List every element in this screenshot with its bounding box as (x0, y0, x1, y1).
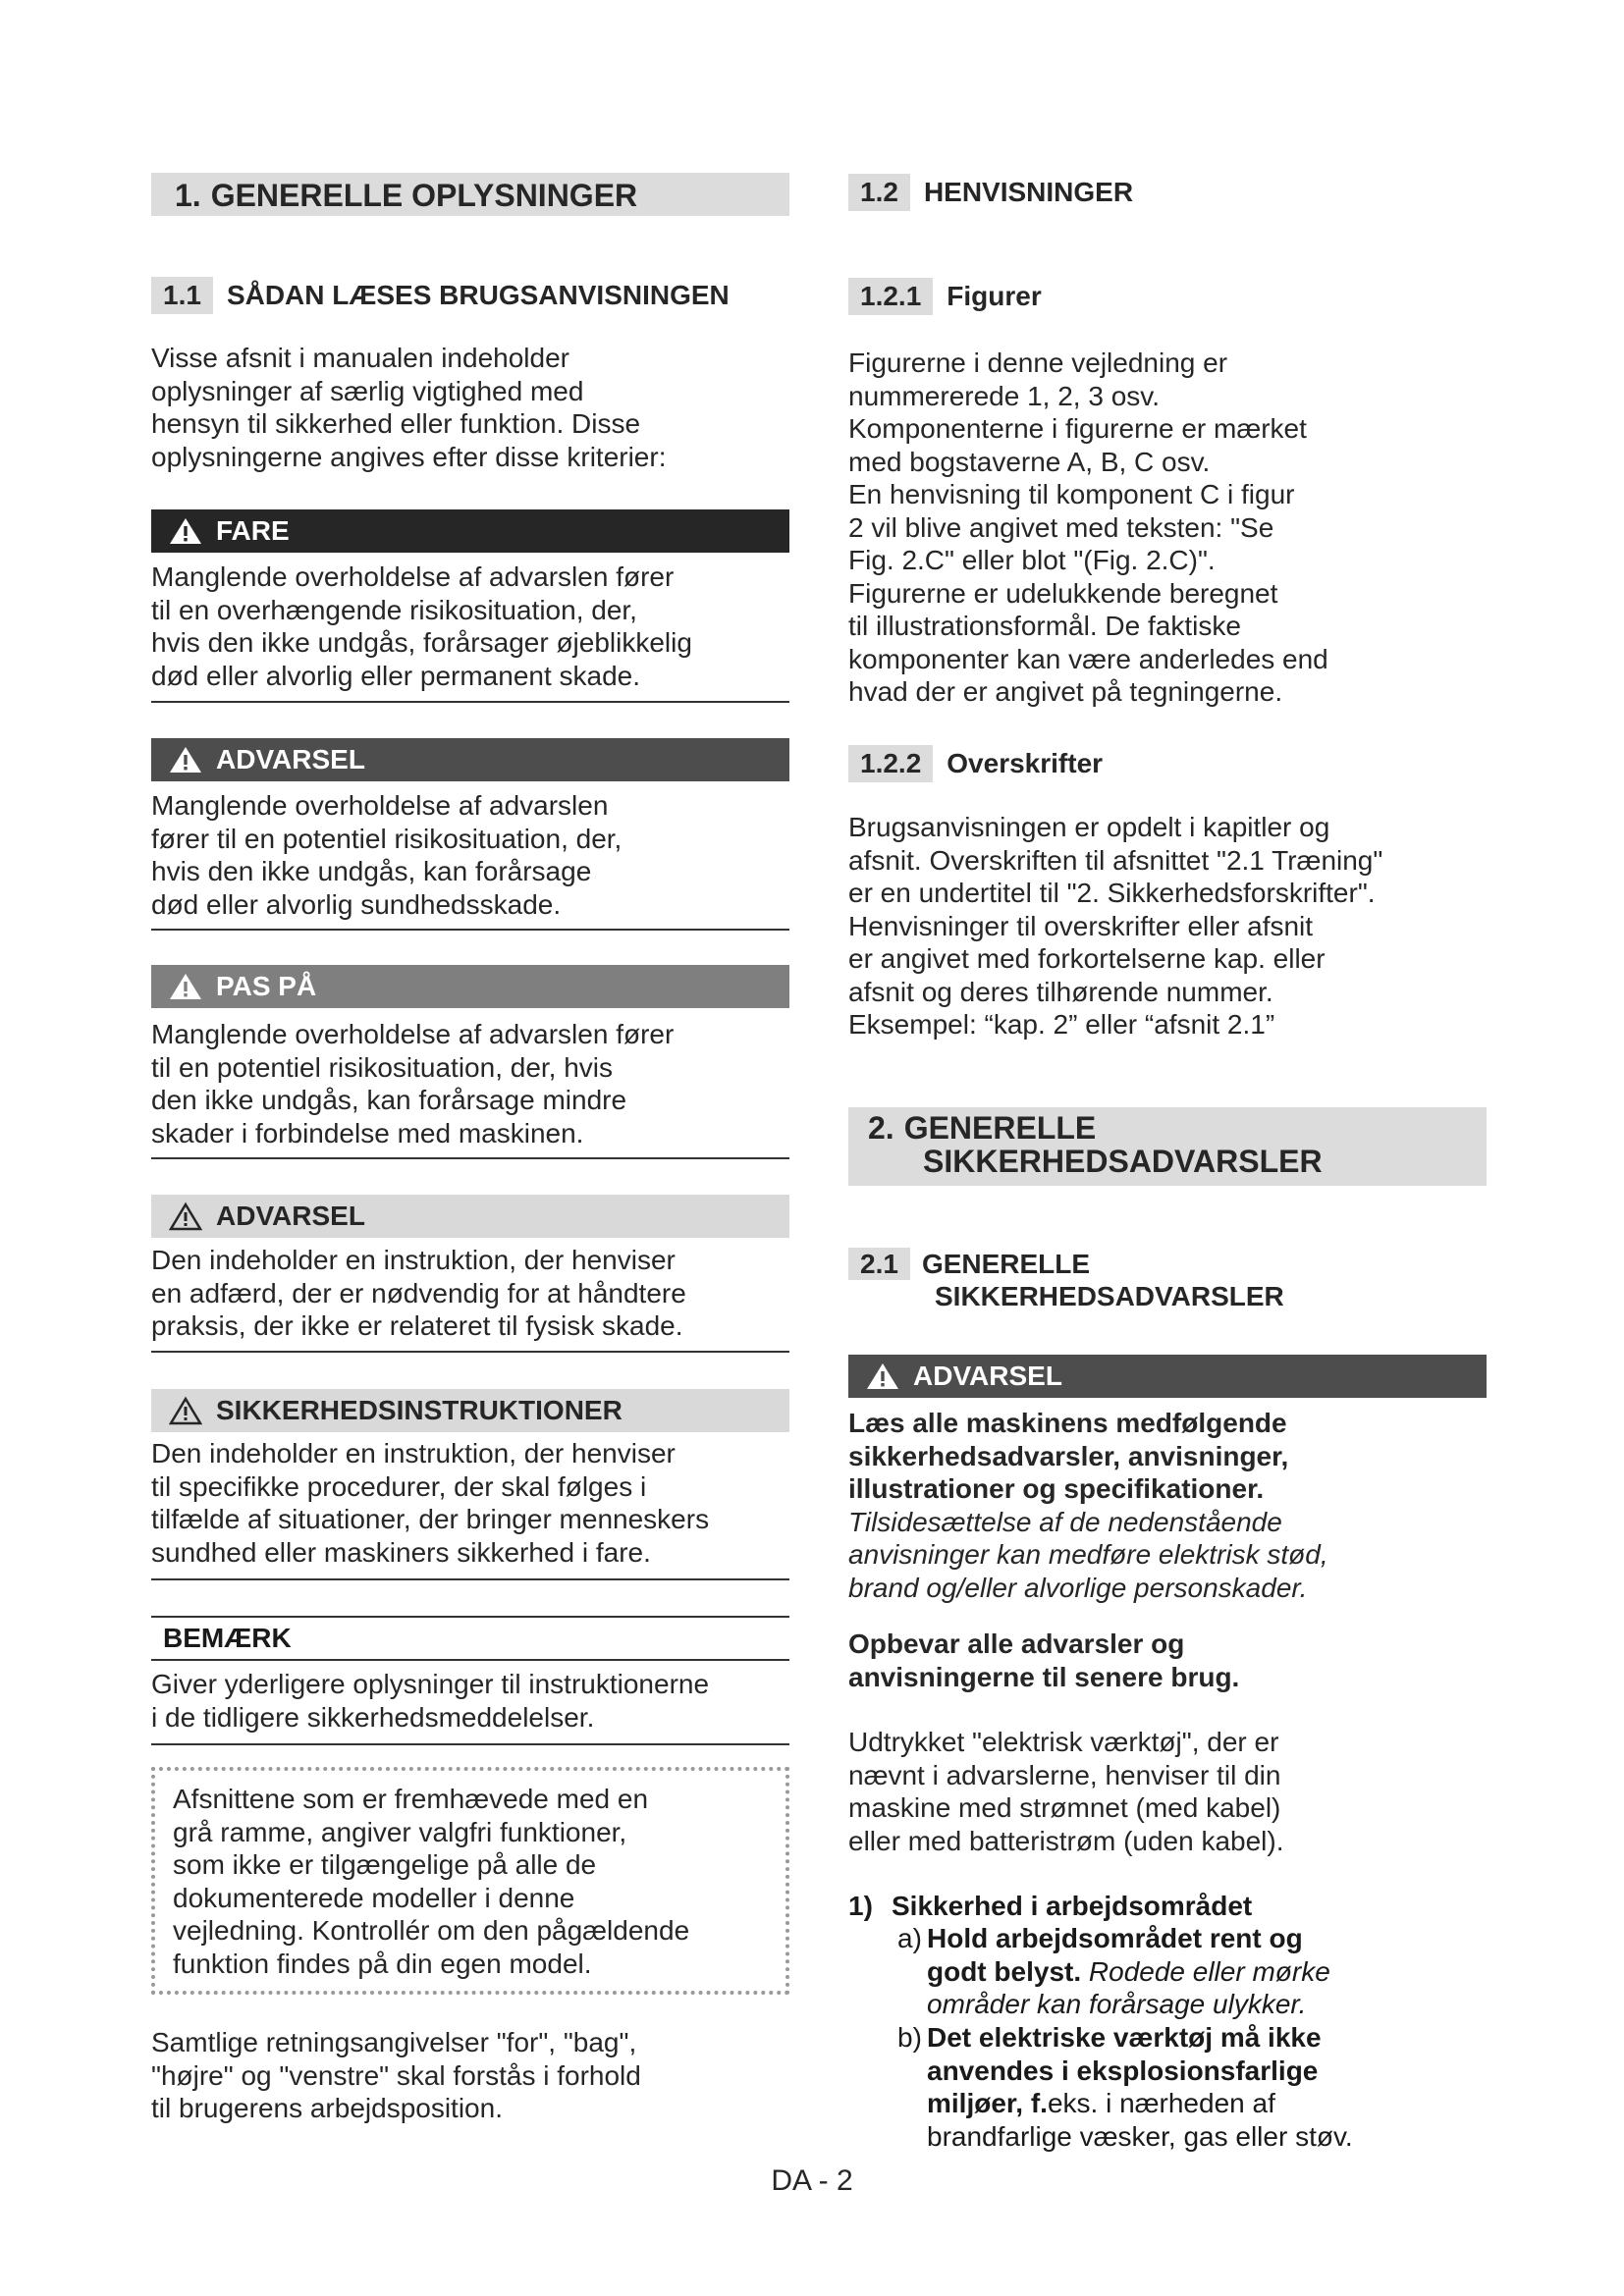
warning-triangle-icon (169, 516, 202, 546)
list-marker: 1) (848, 1891, 873, 1921)
warning-triangle-outline-icon (169, 1396, 202, 1425)
advarsel-text: Læs alle maskinens medfølgende sikkerhedsadvarsler, anvisninger, illustrationer og specifikationer. Tilsidesættelse af de nedenstående anvisninger kan medføre elektrisk stød, brand og/eller alvorlige personskader. (848, 1408, 1328, 1603)
divider (151, 701, 789, 703)
section-1-2-2-heading (848, 745, 1487, 782)
pas-pa-banner (151, 965, 789, 1008)
section-title-line1: GENERELLE (903, 1110, 1097, 1146)
list-marker: b) (897, 2022, 922, 2053)
opbevar-paragraph: Opbevar alle advarsler og anvisningerne til senere brug. (848, 1629, 1240, 1692)
banner-label: ADVARSEL (216, 744, 365, 774)
udtrykket-paragraph: Udtrykket "elektrisk værktøj", der er nævnt i advarslerne, henviser til din maskine med strømnet (med kabel) eller med batteristrøm (uden kabel). (848, 1727, 1284, 1856)
overskrifter-paragraph: Brugsanvisningen er opdelt i kapitler og afsnit. Overskriften til afsnittet "2.1 Træning" er en undertitel til "2. Sikkerhedsforskrifter". Henvisninger til overskrifter eller afsnit er angivet med forkortelserne kap. eller afsnit og deres tilhørende nummer. Eksempel: “kap. 2” eller “afsnit 2.1” (848, 812, 1383, 1040)
pas-pa-text: Manglende overholdelse af advarslen fører til en potentiel risikosituation, der, hvis den ikke undgås, kan forårsage mindre skader i forbindelse med maskinen. (151, 1019, 675, 1148)
section-number: 2.1 (848, 1248, 910, 1280)
list-item-1 (848, 1890, 1487, 1923)
section-number: 1.2.1 (848, 278, 933, 315)
section-title-line2: SIKKERHEDSADVARSLER (923, 1144, 1323, 1179)
list-title: Sikkerhed i arbejdsområdet (892, 1891, 1253, 1921)
section-1-2-1-heading (848, 278, 1487, 315)
sikkerhedsinstruktioner-text: Den indeholder en instruktion, der henviser til specifikke procedurer, der skal følges i tilfælde af situationer, der bringer menneskers sundhed eller maskiners sikkerhed i fare. (151, 1438, 710, 1568)
optional-features-box: Afsnittene som er fremhævede med en grå ramme, angiver valgfri funktioner, som ikke er tilgængelige på alle de dokumenterede modeller i denne vejledning. Kontrollér om den pågældende funktion findes på din egen model. (151, 1767, 789, 1995)
section-1-1-heading (151, 277, 789, 314)
list-item-a: a) Hold arbejdsområdet rent og godt belyst. Rodede eller mørke områder kan forårsage ulykker. (897, 1923, 1330, 2019)
banner-label: ADVARSEL (216, 1201, 365, 1231)
section-2-heading (848, 1107, 1487, 1186)
intro-paragraph: Visse afsnit i manualen indeholder oplysninger af særlig vigtighed med hensyn til sikkerhed eller funktion. Disse oplysningerne angives efter disse kriterier: (151, 343, 667, 472)
section-number: 1.2.2 (848, 745, 933, 782)
bemaerk-heading: BEMÆRK (151, 1616, 789, 1661)
list-marker: a) (897, 1923, 922, 1953)
section-title: SÅDAN LÆSES BRUGSANVISNINGEN (226, 280, 730, 310)
warning-triangle-icon (169, 745, 202, 774)
section-title-line2: SIKKERHEDSADVARSLER (935, 1281, 1284, 1311)
fare-text: Manglende overholdelse af advarslen fører til en overhængende risikosituation, der, hvis den ikke undgås, forårsager øjeblikkelig død eller alvorlig eller permanent skade. (151, 561, 692, 691)
section-number: 1.1 (151, 277, 213, 314)
divider (151, 1157, 789, 1159)
section-number: 1.2 (848, 174, 910, 211)
section-number: 2. (868, 1110, 894, 1146)
section-2-1-heading (848, 1248, 1487, 1312)
banner-label: SIKKERHEDSINSTRUKTIONER (216, 1395, 623, 1425)
warning-triangle-outline-icon (169, 1201, 202, 1231)
bemaerk-text: Giver yderligere oplysninger til instruktionerne i de tidligere sikkerhedsmeddelelser. (151, 1669, 710, 1733)
banner-label: FARE (216, 515, 290, 546)
advarsel-info-banner (151, 1195, 789, 1238)
advarsel-banner (151, 738, 789, 781)
section-number: 1. (175, 178, 201, 213)
section-title: Figurer (947, 281, 1042, 311)
divider (151, 1351, 789, 1353)
section-title: GENERELLE OPLYSNINGER (210, 178, 638, 213)
figurer-paragraph: Figurerne i denne vejledning er nummererede 1, 2, 3 osv. Komponenterne i figurerne er mærket med bogstaverne A, B, C osv. En henvisning til komponent C i figur 2 vil blive angivet med teksten: "Se Fig. 2.C" eller blot "(Fig. 2.C)". Figurerne er udelukkende beregnet til illustrationsformål. De faktiske komponenter kan være anderledes end hvad der er angivet på tegningerne. (848, 347, 1328, 707)
sikkerhedsinstruktioner-banner (151, 1389, 789, 1432)
banner-label: PAS PÅ (216, 971, 317, 1001)
advarsel-text: Manglende overholdelse af advarslen fører til en potentiel risikosituation, der, hvis den ikke undgås, kan forårsage død eller alvorlig sundhedsskade. (151, 790, 623, 920)
list-item-b: b) Det elektriske værktøj må ikke anvendes i eksplosionsfarlige miljøer, f.eks. i nærheden af brandfarlige væsker, gas eller støv. (897, 2022, 1353, 2152)
section-title-line1: GENERELLE (921, 1249, 1091, 1279)
divider (151, 929, 789, 931)
banner-label: ADVARSEL (913, 1361, 1062, 1391)
page-number: DA - 2 (771, 2164, 853, 2197)
section-1-2-heading (848, 174, 1487, 211)
advarsel-banner (848, 1355, 1487, 1398)
section-1-heading (151, 173, 789, 216)
divider (151, 1743, 789, 1745)
advarsel-info-text: Den indeholder en instruktion, der henviser en adfærd, der er nødvendig for at håndtere praksis, der ikke er relateret til fysisk skade. (151, 1245, 686, 1341)
divider (151, 1578, 789, 1580)
fare-banner (151, 509, 789, 553)
warning-triangle-icon (866, 1362, 899, 1391)
section-title: Overskrifter (947, 748, 1104, 778)
section-title: HENVISNINGER (923, 177, 1134, 207)
directions-paragraph: Samtlige retningsangivelser "for", "bag", "højre" og "venstre" skal forstås i forhold til brugerens arbejdsposition. (151, 2027, 641, 2123)
warning-triangle-icon (169, 972, 202, 1001)
